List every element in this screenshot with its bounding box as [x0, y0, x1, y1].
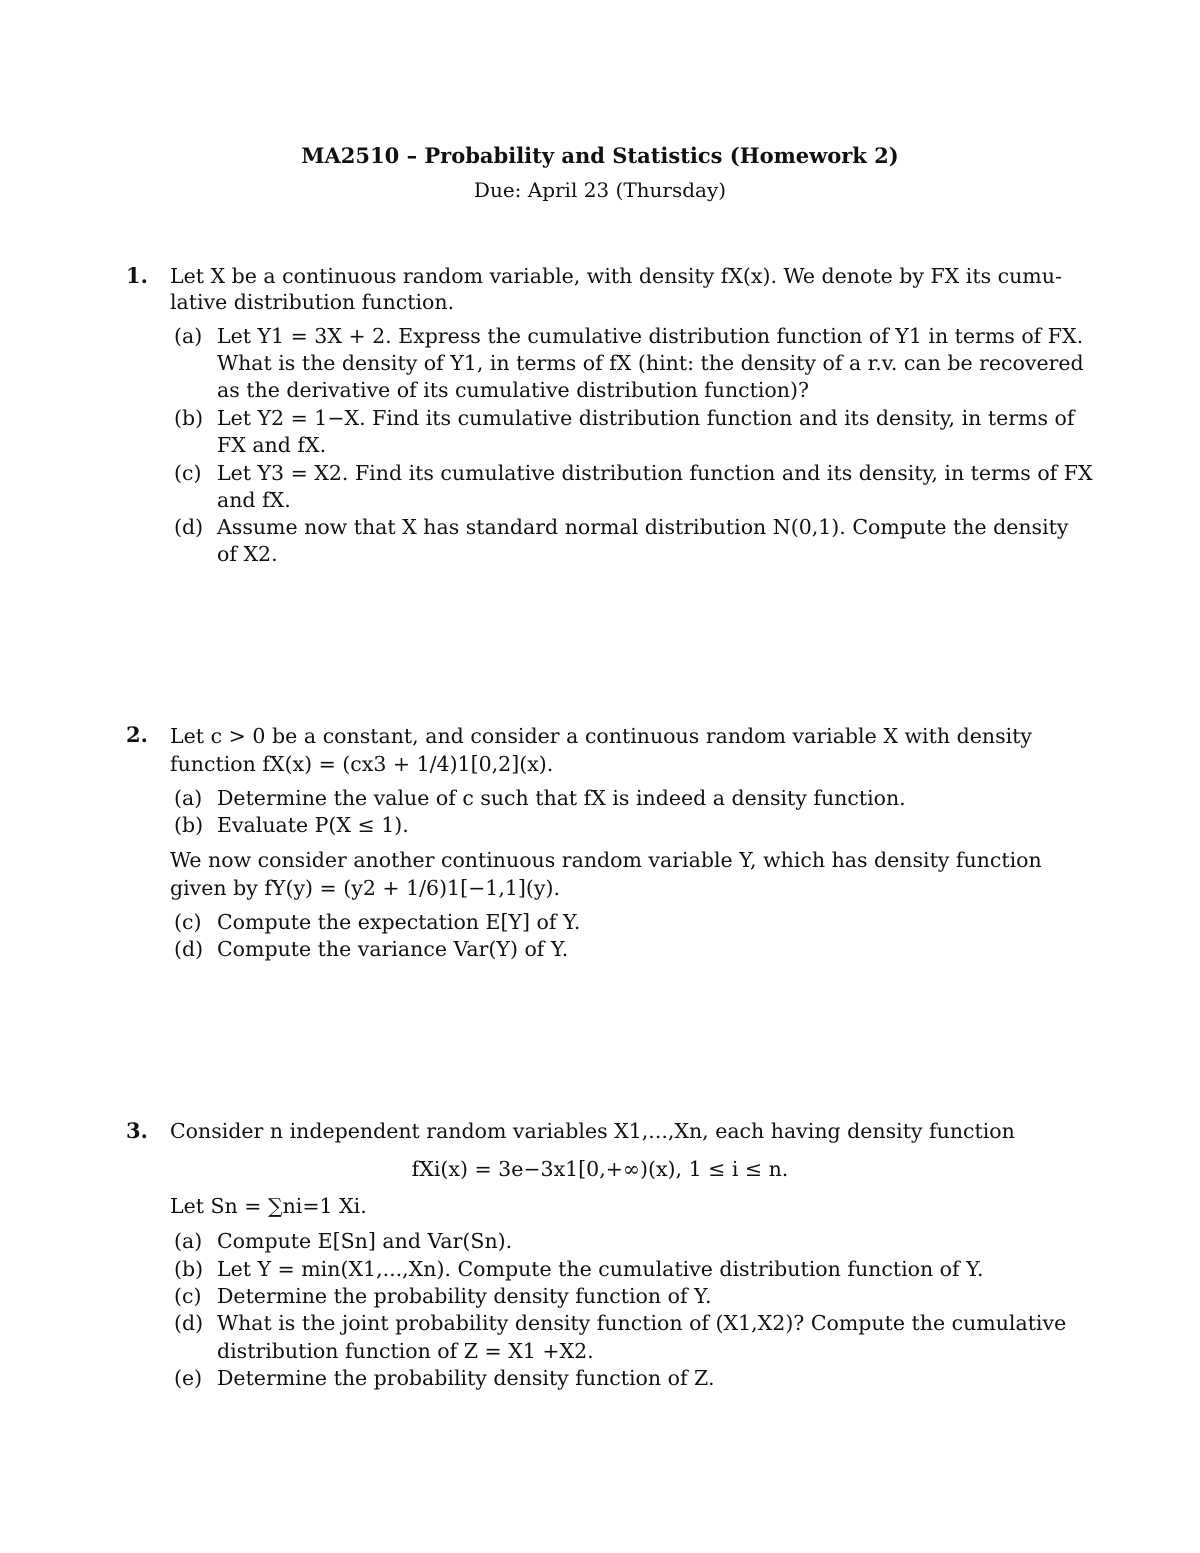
q3-a-line1: Compute E[Sn] and Var(Sn). [217, 1229, 513, 1253]
due-date: Due: April 23 (Thursday) [473, 178, 727, 202]
q3-intro-line1: Consider n independent random variables X1,...,Xn, each having density function [170, 1119, 1015, 1143]
q1-b-line1: Let Y2 = 1−X. Find its cumulative distribution function and its density, in terms of [217, 406, 1075, 430]
q3-d-line1: What is the joint probability density function of (X1,X2)? Compute the cumulative [217, 1311, 1067, 1335]
q3-c-label: (c) [174, 1284, 202, 1308]
q2-b-line1: Evaluate P(X ≤ 1). [217, 813, 409, 837]
q2-a-label: (a) [174, 786, 203, 810]
q1-b-line2: FX and fX. [217, 433, 327, 457]
q1-a-line1: Let Y1 = 3X + 2. Express the cumulative distribution function of Y1 in terms of FX. [217, 324, 1084, 348]
q3-d-line2: distribution function of Z = X1 +X2. [217, 1339, 594, 1363]
q1-a-label: (a) [174, 324, 203, 348]
q1-c-line1: Let Y3 = X2. Find its cumulative distribution function and its density, in terms of FX [217, 461, 1093, 485]
q2-a-line1: Determine the value of c such that fX is indeed a density function. [217, 786, 906, 810]
q2-mid-line1: We now consider another continuous random variable Y, which has density function [170, 848, 1042, 872]
q3-d-label: (d) [174, 1311, 204, 1335]
q2-intro-line1: Let c > 0 be a constant, and consider a continuous random variable X with density [170, 724, 1032, 748]
q1-number: 1. [126, 263, 148, 288]
q3-b-line1: Let Y = min(X1,...,Xn). Compute the cumulative distribution function of Y. [217, 1257, 984, 1281]
q1-c-line2: and fX. [217, 488, 291, 512]
q2-number: 2. [126, 722, 148, 747]
q1-d-label: (d) [174, 515, 204, 539]
q3-c-line1: Determine the probability density function of Y. [217, 1284, 712, 1308]
q1-a-line3: as the derivative of its cumulative distribution function)? [217, 378, 809, 402]
q3-e-label: (e) [174, 1366, 203, 1390]
q2-mid-line2: given by fY(y) = (y2 + 1/6)1[−1,1](y). [170, 876, 560, 900]
q2-c-label: (c) [174, 910, 202, 934]
q3-number: 3. [126, 1118, 148, 1143]
q1-intro-line2: lative distribution function. [170, 290, 455, 314]
q3-e-line1: Determine the probability density function of Z. [217, 1366, 715, 1390]
q1-intro-line1: Let X be a continuous random variable, with density fX(x). We denote by FX its cumu- [170, 264, 1062, 288]
q2-d-label: (d) [174, 937, 204, 961]
page-title: MA2510 – Probability and Statistics (Homework 2) [301, 143, 899, 168]
q2-d-line1: Compute the variance Var(Y) of Y. [217, 937, 569, 961]
q1-d-line2: of X2. [217, 542, 278, 566]
q2-b-label: (b) [174, 813, 204, 837]
q2-c-line1: Compute the expectation E[Y] of Y. [217, 910, 581, 934]
q2-intro-line2: function fX(x) = (cx3 + 1/4)1[0,2](x). [170, 752, 554, 776]
q3-a-label: (a) [174, 1229, 203, 1253]
q1-b-label: (b) [174, 406, 204, 430]
q1-c-label: (c) [174, 461, 202, 485]
q3-formula: fXi(x) = 3e−3x1[0,+∞)(x), 1 ≤ i ≤ n. [411, 1157, 789, 1181]
q3-let-line: Let Sn = ∑ni=1 Xi. [170, 1194, 367, 1218]
q1-d-line1: Assume now that X has standard normal distribution N(0,1). Compute the density [217, 515, 1069, 539]
q3-b-label: (b) [174, 1257, 204, 1281]
q1-a-line2: What is the density of Y1, in terms of fX (hint: the density of a r.v. can be recovered [217, 351, 1084, 375]
